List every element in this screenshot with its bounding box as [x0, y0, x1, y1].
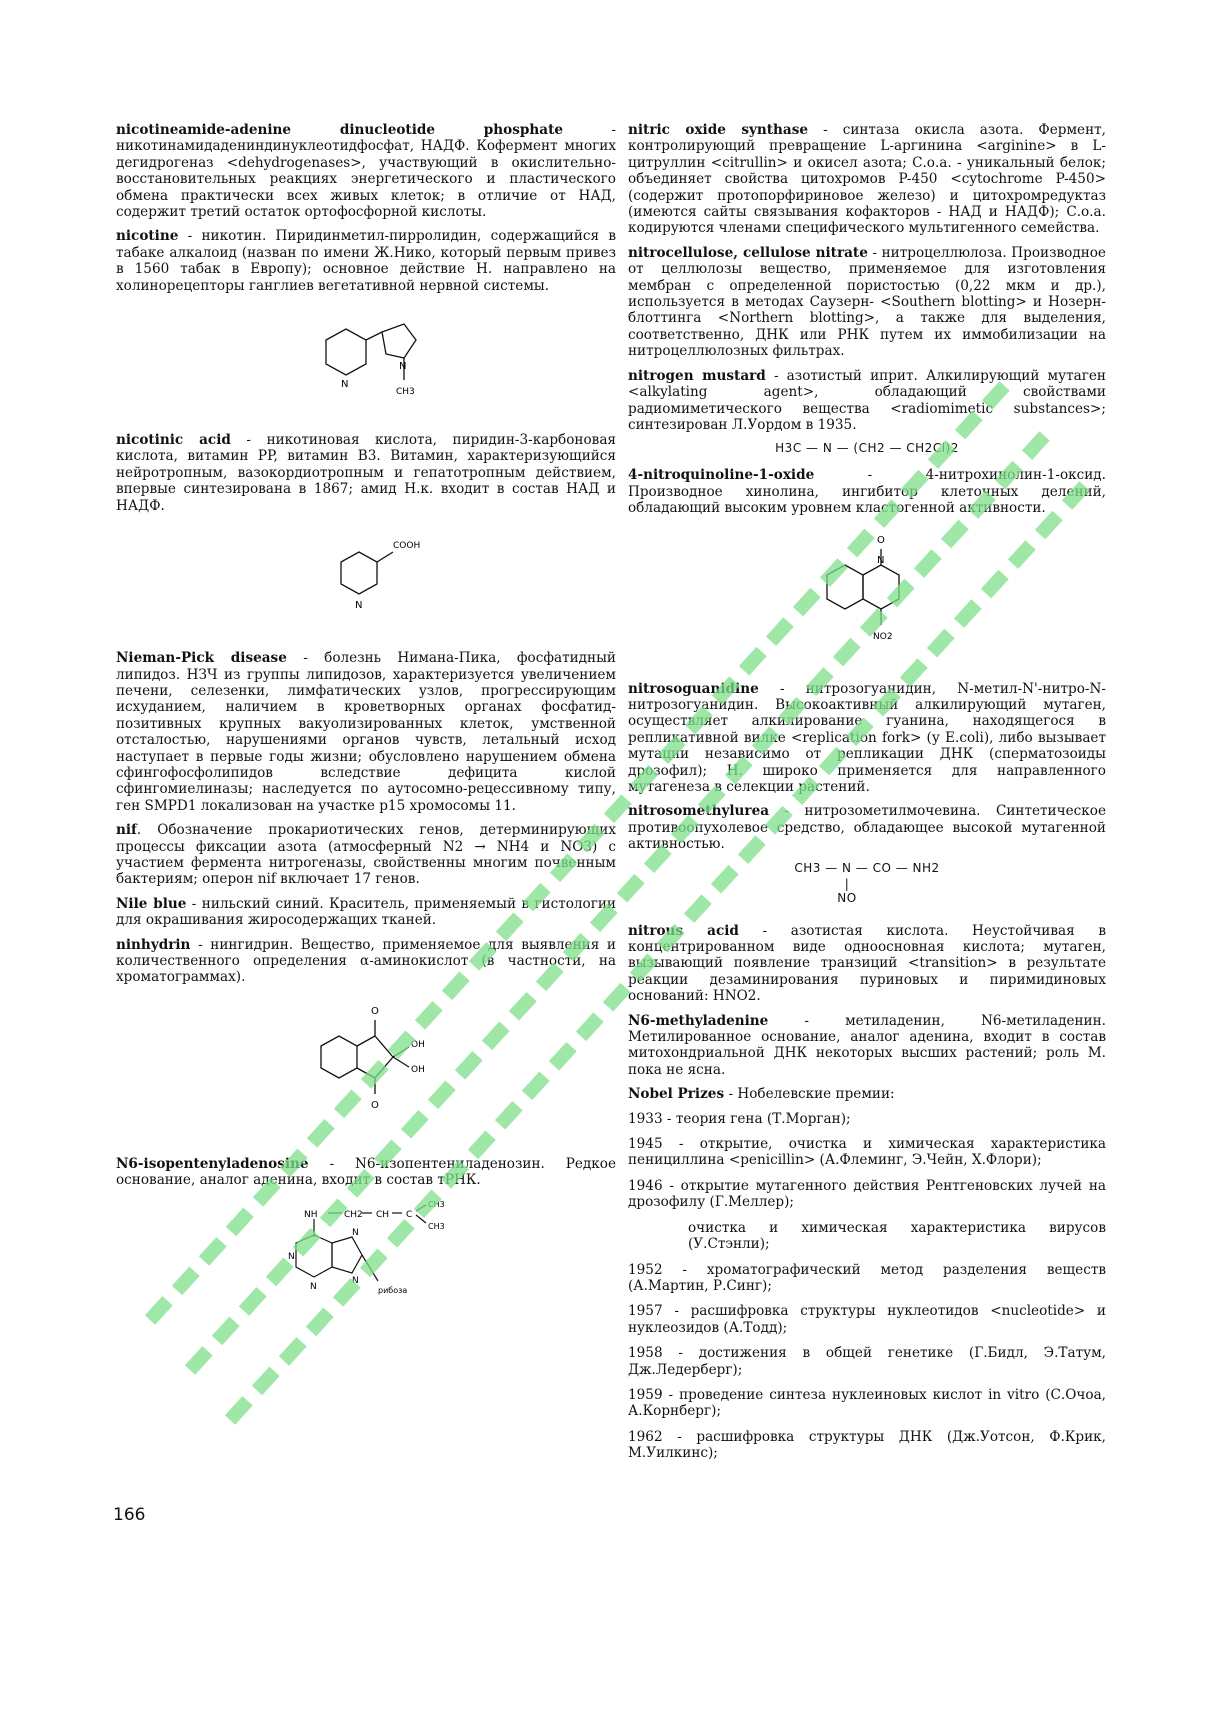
- nobel-year: 1946: [628, 1177, 663, 1194]
- entry-term: N6-isopentenyladenosine: [116, 1155, 309, 1172]
- formula-no-label: NO: [837, 890, 857, 905]
- entry-nitrocellulose: [628, 245, 1106, 360]
- entry-term: 4-nitroquinoline-1-oxide: [628, 467, 815, 484]
- ninhydrin-o-top: O: [371, 1005, 379, 1017]
- entry-term: ninhydrin: [116, 936, 191, 953]
- isopentenyl-ribose: рибоза: [378, 1285, 408, 1295]
- entry-nobel-prizes: [628, 1086, 1106, 1102]
- entry-nile-blue: [116, 896, 616, 929]
- entry-body: азотистая кислота. Неустойчивая в концентрированном виде одноосновная кислота; мутаген, вызывающий появление транзиций <transition> в результате реакции дезаминирования пуриновых и пиримидиновых оснований: HNO2.: [628, 922, 1106, 1005]
- nicotinic-cooh-label: COOH: [393, 541, 421, 552]
- entry-body: Обозначение прокариотических генов, детерминирующих процессы фиксации азота (атмосферный N2 → NH4 и NO3) с участием фермента нитрогеназы, свойственны многим почвенным бактериям; оперон nif включает 17 генов.: [116, 822, 616, 888]
- entry-term: nitrosomethylurea: [628, 803, 770, 820]
- page-number: 166: [113, 1505, 146, 1525]
- nitrogen-mustard-formula: H3C — N — (CH2 — CH2Cl)2: [775, 441, 959, 456]
- nobel-year: 1962: [628, 1428, 663, 1445]
- entry-term: nitric oxide synthase: [628, 122, 809, 138]
- nobel-text: - открытие мутагенного действия Рентгеновских лучей на дрозофилу (Г.Меллер);: [628, 1177, 1106, 1211]
- isopentenyl-ch3-b: CH3: [428, 1221, 445, 1231]
- nobel-year: 1959: [628, 1386, 663, 1403]
- entry-separator: -: [765, 367, 787, 384]
- nobel-text: - достижения в общей генетике (Г.Бидл, Э.Татум, Дж.Ледерберг);: [628, 1345, 1106, 1378]
- isopentenyl-ch2: CH2: [344, 1209, 363, 1220]
- entry-nif: [116, 822, 616, 888]
- entry-nad-phosphate: [116, 122, 616, 220]
- isopentenyl-nh: NH: [304, 1209, 318, 1220]
- nicotine-n1-label: N: [341, 379, 349, 391]
- nobel-text: - расшифровка структуры нуклеотидов <nucleotide> и нуклеозидов (А.Тодд);: [628, 1303, 1106, 1336]
- entry-separator: -: [286, 650, 325, 667]
- nobel-item: [628, 1387, 1106, 1420]
- entry-separator: -: [758, 680, 806, 697]
- isopentenyl-ch3-a: CH3: [428, 1199, 445, 1209]
- entry-body: нитрозогуанидин, N-метил-N'-нитро-N-нитрозогуанидин. Высокоактивный алкилирующий мутаген, осуществляет алкилирование гуанина, находящегося в репликативной вилке <replication fork> (у E.coli), либо вызывает мутации независимо от репликации ДНК (сперматозоиды дрозофил); Н. широко применяется для направленного мутагенеза в селекции растений.: [628, 680, 1106, 795]
- nobel-text: - открытие, очистка и химическая характеристика пенициллина <penicillin> (А.Флеминг, Э.Чейн, Х.Флори);: [628, 1136, 1106, 1169]
- entry-term: nitrosoguanidine: [628, 680, 759, 697]
- entry-nitrosomethylurea: [628, 803, 1106, 852]
- nitroquinoline-no2-label: NO2: [873, 631, 893, 642]
- entry-body: нитрозометилмочевина. Синтетическое противоопухолевое средство, обладающее высокой мутагенной активностью.: [628, 803, 1106, 853]
- entry-body: азотистый иприт. Алкилирующий мутаген <alkylating agent>, обладающий свойствами радиомиметического вещества <radiomimetic substances>; синтезирован Л.Уордом в 1935.: [628, 367, 1106, 433]
- nobel-year: 1958: [628, 1345, 663, 1362]
- entry-body: метиладенин, N6-метиладенин. Метилированное основание, аналог аденина, входит в состав митохондриальной ДНК некоторых высших растений; роль М. пока не ясна.: [628, 1012, 1106, 1078]
- entry-separator: -: [308, 1155, 355, 1172]
- nobel-text: - хроматографический метод разделения веществ (А.Мартин, Р.Синг);: [628, 1261, 1106, 1294]
- nicotinic-n-label: N: [355, 600, 363, 612]
- nicotine-n2-label: N: [399, 361, 407, 373]
- nicotine-structure: [296, 302, 436, 422]
- entry-separator: -: [768, 1012, 846, 1029]
- entry-niemann-pick: [116, 650, 616, 814]
- entry-term: nitrous acid: [628, 922, 739, 939]
- entry-separator: -: [186, 895, 202, 912]
- entry-body: никотиновая кислота, пиридин-3-карбоновая кислота, витамин PP, витамин B3. Витамин, характеризующийся нейротропным, вазокордиотропным и гепатотропным действием, впервые синтезирована в 1867; амид Н.к. входит в состав НАД и НАДФ.: [116, 432, 616, 514]
- entry-body: нингидрин. Вещество, применяемое для выявления и количественного определения α-аминокислот (в частности, на хроматограммах).: [116, 936, 616, 986]
- nobel-item: [628, 1111, 1106, 1127]
- left-column: [116, 122, 616, 1317]
- nobel-text: очистка и химическая характеристика вирусов (У.Стэнли);: [688, 1219, 1106, 1253]
- entry-separator: -: [814, 467, 926, 484]
- nobel-prize-list: [628, 1111, 1106, 1462]
- entry-separator: -: [867, 244, 882, 261]
- entry-nitrogen-mustard: [628, 368, 1106, 434]
- entry-term: nicotinic acid: [116, 432, 231, 449]
- entry-term: nicotineamide-adenine dinucleotide phosphate: [116, 122, 564, 138]
- isopentenyl-c: C: [406, 1209, 413, 1220]
- nobel-year: 1952: [628, 1261, 663, 1278]
- ninhydrin-o-bottom: O: [371, 1099, 379, 1111]
- nobel-year: 1945: [628, 1136, 663, 1153]
- nitroquinoline-n-label: N: [877, 554, 885, 566]
- nobel-item: [628, 1136, 1106, 1169]
- nobel-item: [628, 1303, 1106, 1336]
- nobel-text: - теория гена (Т.Морган);: [662, 1110, 851, 1127]
- nitroquinoline-structure: [787, 525, 947, 675]
- entry-body: никотин. Пиридинметил-пирролидин, содержащийся в табаке алкалоид (назван по имени Ж.Нико, который первым привез в 1560 табак в Европу); основное действие Н. направлено на холинорецепторы ганглиев вегетативной нервной системы.: [116, 228, 616, 294]
- entry-methyladenine: [628, 1013, 1106, 1079]
- isopentenyl-n7: N: [352, 1227, 359, 1238]
- entry-ninhydrin: [116, 937, 616, 986]
- isopentenyl-ch: CH: [376, 1209, 390, 1220]
- entry-isopentenyladenosine: [116, 1156, 616, 1189]
- entry-separator: -: [230, 432, 267, 449]
- entry-term: nicotine: [116, 228, 179, 245]
- entry-nitric-oxide-synthase: [628, 122, 1106, 237]
- nicotine-ch3-label: CH3: [396, 387, 415, 398]
- nitroquinoline-o-label: O: [877, 534, 885, 546]
- entry-separator: -: [563, 122, 616, 138]
- entry-term: nitrogen mustard: [628, 367, 766, 384]
- entry-separator: -: [769, 803, 805, 820]
- formula-branch-line: |: [844, 876, 850, 891]
- ninhydrin-oh-top: OH: [411, 1039, 425, 1050]
- isopentenyl-n1: N: [288, 1251, 295, 1262]
- entry-nicotine: [116, 228, 616, 294]
- nitrosomethylurea-formula: CH3 — N — CO — NH2: [794, 860, 940, 875]
- right-column: [628, 122, 1106, 1471]
- entry-body: Нобелевские премии:: [737, 1086, 895, 1103]
- ninhydrin-oh-bottom: OH: [411, 1064, 425, 1075]
- nobel-text: - расшифровка структуры ДНК (Дж.Уотсон, Ф.Крик, М.Уилкинс);: [628, 1428, 1106, 1462]
- nobel-text: - проведение синтеза нуклеиновых кислот in vitro (С.Очоа, А.Корнберг);: [628, 1386, 1106, 1420]
- entry-body: никотинамидадениндинуклеотидфосфат, НАДФ. Кофермент многих дегидрогеназ <dehydrogenases>, участвующий в окислительно-восстановительных реакциях энергетического и пластического обмена практически всех живых клеток; в отличие от НАД, содержит третий остаток ортофосфорной кислоты.: [116, 138, 616, 221]
- entry-separator: -: [808, 122, 843, 138]
- nobel-item: [628, 1220, 1106, 1253]
- entry-body: болезнь Нимана-Пика, фосфатидный липидоз. НЗЧ из группы липидозов, характеризуется увеличением печени, селезенки, лимфатических узлов, прогрессирующим исхуданием, наличием в кроветворных органах фосфатид-позитивных крупных вакуолизированных клеток, умственной отсталостью, нарушениями органов чувств, летальный исход наступает в первые годы жизни; обусловлено нарушением обмена сфингофосфолипидов вследствие дефицита кислой сфингомиелиназы; наследуется по аутосомно-рецессивному типу, ген SMPD1 локализован на участке p15 хромосомы 11.: [116, 650, 616, 814]
- entry-body: 4-нитрохинолин-1-оксид. Производное хинолина, ингибитор клеточных делений, обладающий высоким уровнем кластогенной активности.: [628, 467, 1106, 517]
- nobel-item: [628, 1345, 1106, 1378]
- entry-term: N6-methyladenine: [628, 1012, 769, 1029]
- entry-nitroquinoline: [628, 467, 1106, 516]
- entry-body: нильский синий. Краситель, применяемый в гистологии для окрашивания жиросодержащих тканей.: [116, 895, 616, 929]
- entry-separator: -: [178, 228, 202, 245]
- nicotinic-acid-structure: [301, 522, 431, 632]
- nobel-item: [628, 1429, 1106, 1462]
- entry-term: nif: [116, 822, 137, 839]
- entry-body: нитроцеллюлоза. Производное от целлюлозы вещество, применяемое для изготовления мембран с определенной пористостью (0,22 мкм и др.), используется в методах Саузерн- <Southern blotting> и Нозерн-блоттинга <Northern blotting>, а также для выделения, соответственно, ДНК или РНК путем их иммобилизации на нитроцеллюлозных фильтрах.: [628, 244, 1106, 360]
- entry-nitrosoguanidine: [628, 681, 1106, 796]
- isopentenyladenosine-structure: [266, 1197, 466, 1317]
- nobel-year: 1933: [628, 1110, 663, 1127]
- entry-separator: -: [724, 1086, 738, 1103]
- entry-body: синтаза окисла азота. Фермент, контролирующий превращение L-аргинина <arginine> в L-цитруллин <citrullin> и окисел азота; С.о.а. - уникальный белок; объединяет свойства цитохромов P-450 <cytochrome P-450> (содержит протопорфириновое железо) и цитохромредуктаз (имеются сайты связывания кофакторов - НАД и НАДФ); С.о.а. кодируются членами специфического мультигенного семейства.: [628, 122, 1106, 237]
- entry-separator: .: [136, 822, 158, 839]
- entry-term: Nobel Prizes: [628, 1086, 725, 1103]
- entry-body: N6-изопентениладенозин. Редкое основание, аналог аденина, входит в состав тРНК.: [116, 1155, 616, 1189]
- nobel-item: [628, 1262, 1106, 1295]
- entry-term: Nieman-Pick disease: [116, 650, 287, 667]
- ninhydrin-structure: [271, 994, 461, 1144]
- isopentenyl-n3: N: [310, 1281, 317, 1292]
- entry-term: Nile blue: [116, 895, 187, 912]
- entry-term: nitrocellulose, cellulose nitrate: [628, 244, 868, 261]
- nobel-item: [628, 1178, 1106, 1211]
- entry-nitrous-acid: [628, 923, 1106, 1005]
- nobel-year: 1957: [628, 1303, 663, 1320]
- entry-nicotinic-acid: [116, 432, 616, 514]
- nitrosomethylurea-formula-sub: [628, 877, 1106, 905]
- entry-separator: -: [190, 936, 211, 953]
- isopentenyl-n9: N: [352, 1275, 359, 1286]
- entry-separator: -: [738, 922, 791, 939]
